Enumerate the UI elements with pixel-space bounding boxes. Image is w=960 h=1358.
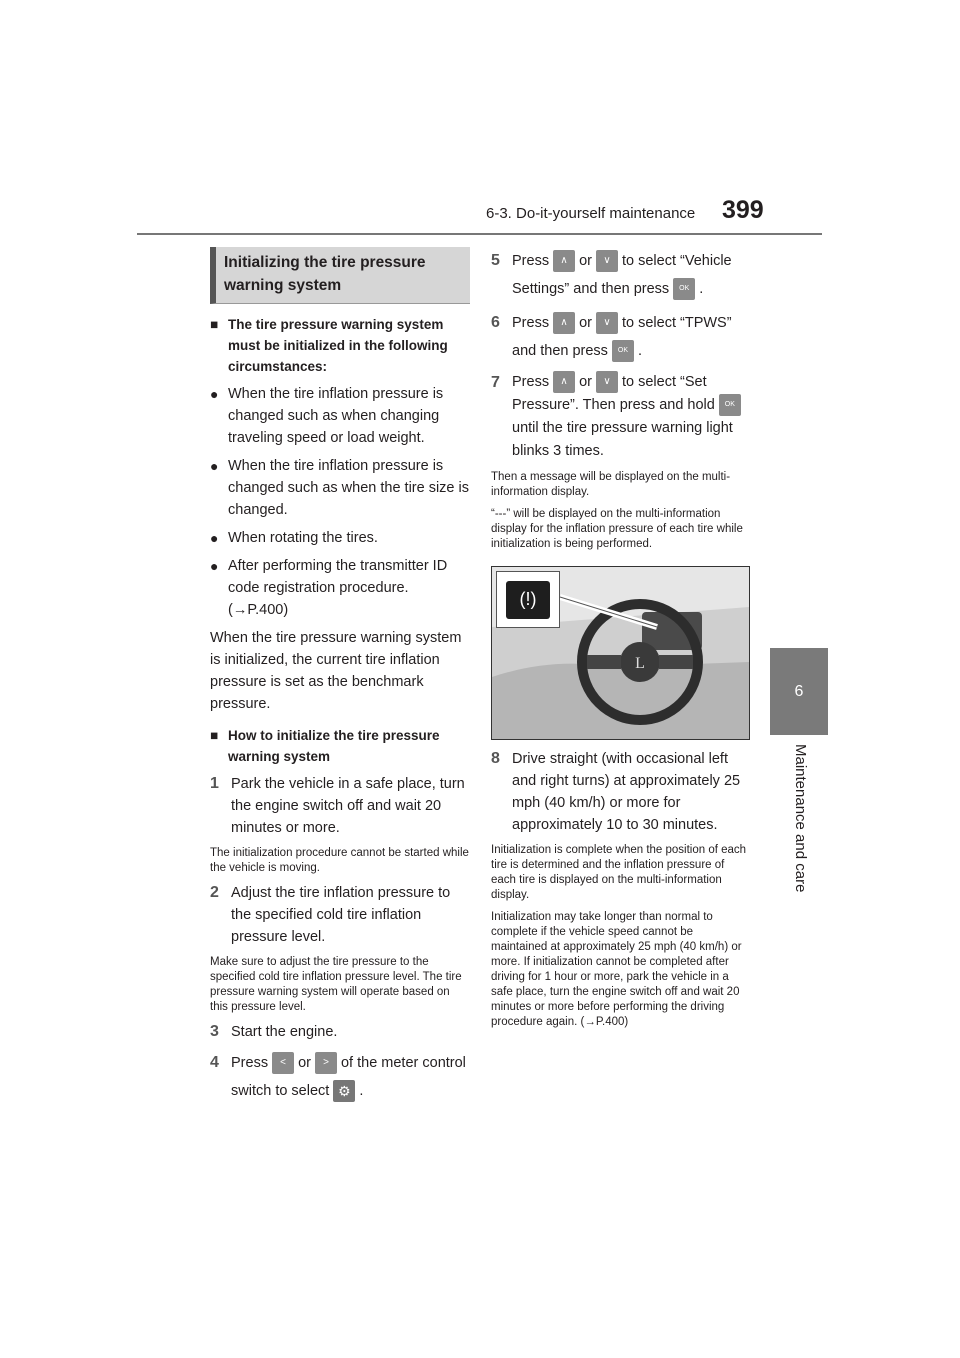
chevron-up-icon: ∧ xyxy=(553,312,575,334)
chevron-up-icon: ∧ xyxy=(553,250,575,272)
callout-box xyxy=(496,571,560,628)
bullet-icon: ● xyxy=(210,458,219,474)
bullet-icon: ● xyxy=(210,530,219,546)
square-bullet-icon: ■ xyxy=(210,728,219,743)
square-bullet-icon: ■ xyxy=(210,317,219,332)
step-5: 5 Press ∧ or ∨ to select “Vehicle Settings” and then press OK . xyxy=(491,247,751,303)
step-8: 8 Drive straight (with occasional left and right turns) at approximately 25 mph (40 km/h) or more for approximately 10 to 30 minutes. xyxy=(491,750,741,833)
section-heading: Initializing the tire pressure warning system xyxy=(210,247,470,304)
subheading-circumstances: ■ The tire pressure warning system must be initialized in the following circumstances: xyxy=(210,314,470,377)
lexus-logo: L xyxy=(635,655,645,672)
list-item: ● When the tire inflation pressure is changed such as when changing traveling speed or load weight. xyxy=(210,383,470,449)
ok-icon: OK xyxy=(673,278,695,300)
note: “---” will be displayed on the multi-information display for the inflation pressure of each tire while initialization is being performed. xyxy=(491,508,743,550)
chevron-down-icon: ∨ xyxy=(596,371,618,393)
note: Make sure to adjust the tire pressure to the specified cold tire inflation pressure level. The tire pressure warning system will operate based on this pressure level. xyxy=(210,956,462,1013)
right-column xyxy=(491,247,751,1030)
gear-icon: ⚙ xyxy=(333,1080,355,1102)
step-4: 4 Press < or > of the meter control switch to select ⚙ . xyxy=(210,1049,470,1105)
step-1: 1 Park the vehicle in a safe place, turn the engine switch off and wait 20 minutes or more. xyxy=(210,775,465,836)
chevron-right-icon: > xyxy=(315,1052,337,1074)
section-header: 6-3. Do-it-yourself maintenance xyxy=(486,205,696,222)
list-item: ● When rotating the tires. xyxy=(210,527,470,549)
step-2: 2 Adjust the tire inflation pressure to the specified cold tire inflation pressure level. xyxy=(210,884,451,945)
tire-pressure-warning-icon: (!) xyxy=(506,581,550,619)
subheading-how-to: ■ How to initialize the tire pressure warning system xyxy=(210,725,470,767)
list-item: ● When the tire inflation pressure is changed such as when the tire size is changed. xyxy=(210,455,470,521)
note: Initialization is complete when the position of each tire is determined and the inflation pressure of each tire is displayed on the multi-information display. xyxy=(491,844,747,901)
chapter-label: Maintenance and care xyxy=(792,744,809,893)
list-item: ● After performing the transmitter ID code registration procedure. (→P.400) xyxy=(210,555,470,621)
note: Then a message will be displayed on the multi-information display. xyxy=(491,471,731,498)
left-column xyxy=(210,247,470,1105)
step-6: 6 Press ∧ or ∨ to select “TPWS” and then press OK . xyxy=(491,309,751,365)
chevron-down-icon: ∨ xyxy=(596,250,618,272)
chevron-down-icon: ∨ xyxy=(596,312,618,334)
ok-icon: OK xyxy=(612,340,634,362)
chapter-number: 6 xyxy=(794,682,804,700)
chevron-up-icon: ∧ xyxy=(553,371,575,393)
page-number: 399 xyxy=(722,196,764,224)
note: Initialization may take longer than normal to complete if the vehicle speed cannot be maintained at approximately 25 mph (40 km/h) or more. If initialization cannot be completed after driving for 1 hour or more, park the vehicle in a safe place, turn the engine switch off and wait 20 minutes or more before performing the driving procedure again. (→P.400) xyxy=(491,911,742,1028)
bullet-icon: ● xyxy=(210,386,219,402)
note: The initialization procedure cannot be started while the vehicle is moving. xyxy=(210,847,469,874)
header-rule xyxy=(137,233,822,235)
step-3: 3 Start the engine. xyxy=(210,1023,338,1040)
step-7: 7 Press ∧ or ∨ to select “Set Pressure”. Then press and hold OKuntil the tire pressure warning light blinks 3 times. xyxy=(491,371,751,463)
chevron-left-icon: < xyxy=(272,1052,294,1074)
dashboard-illustration xyxy=(491,566,750,740)
ok-icon: OK xyxy=(719,394,741,416)
chapter-tab xyxy=(770,648,828,735)
body-paragraph: When the tire pressure warning system is initialized, the current tire inflation pressure is set as the benchmark pressure. xyxy=(210,630,462,712)
bullet-icon: ● xyxy=(210,558,219,574)
